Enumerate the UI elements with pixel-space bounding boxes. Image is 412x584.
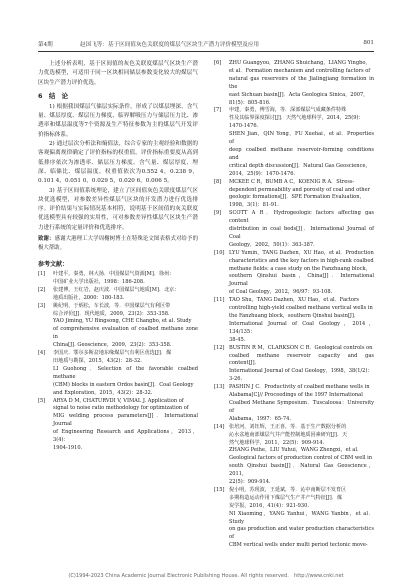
acknowledgement: 致谢：感谢大港理工大学周榭树博士在特殊论文图表格式对给予的极大帮助。 <box>38 236 198 252</box>
reference-list-left <box>38 271 198 453</box>
references-heading: 参考文献： <box>38 261 69 269</box>
reference-item: [1] 叶建平，秦勇，林大扬．中国煤层气资源[M]．徐州： 中国矿业大学出版社，1998：186-208. <box>38 271 175 285</box>
header-rule <box>38 51 374 52</box>
reference-item: LI Guohong．Selection of the favorable coalbed methane (CBM) blocks in eastern Ordos basin[J]．Coal Geology and Exploration，2015，43(2)：28-32. <box>53 365 198 396</box>
reference-item: [14] 张培河，刘钰辉，王正喜，等．基于生产数据分析的 沁水盆地南部煤层气井产能控制地质因素研究[J]．天 然气地球科学，2011，22(5)：909-914. <box>214 423 348 446</box>
reference-item: [9] SCOTT A R．Hydrogeologic factors affecting gas content distribution in coal beds[J]．International Journal of Coal Geology，2002，50(1)：363-387. <box>214 210 374 248</box>
reference-item: SHEN Jian，QIN Yong，FU Xuehai，et al．Properties of deep coalbed methane reservoir-forming conditions and critical depth discussion[J]．Natural Gas Geoscience， 2014，25(9)：1470-1476. <box>229 131 374 177</box>
reference-item: [3] 姚纪明，于炳松，车长波，等．中国煤层气有利区带 综合评价[J]．现代地质，2009，23(2)：353-358. <box>38 302 171 317</box>
section-heading: 6 结 论 <box>38 91 69 100</box>
reference-item: YAO Jiming, YU Bingsong, CHE Changbo, et al. Study of comprehensive evaluation of coalbed methane zone in China[J]. Geoscience，2009，23(2)：353-358. <box>53 318 198 349</box>
reference-item: [7] 申建，秦勇，傅雪海，等．深部煤层气成藏条件特殊 性及其临界深度探讨[J]．天然气地球科学，2014，25(9)： 1470-1476. <box>214 107 364 130</box>
running-title: 赵国飞等：基于区间值灰色关联度的煤层气区块生产潜力评价模型及应用 <box>80 42 260 48</box>
reference-list-right <box>214 60 374 550</box>
reference-item: [4] 李国庆．鄂尔多斯盆地东缘煤层气有利区优选[J]．煤 田地质与勘探，2015，43(2)：28-32. <box>38 350 172 365</box>
reference-item: [5] ARYA D M, CHATURVDI V, VIMAL J. Application of signal to noise ratio methodology for optimization of MIG welding process parameters[J]．International Journal of Engineering Research and Applications，2013，3(4)： 1904-1910. <box>38 397 198 451</box>
left-column <box>38 60 198 453</box>
acknowledgement-label: 致谢： <box>38 236 55 243</box>
reference-item: [10] LYU Yumin，TANG Dazhen，XU Hao，et al．Production characteristics and the key factors in high-rank coalbed methane fields: a case study on the Fanzhuang block， southern Qinshui basin，China[J]．International Journal of Coal Geology，2012，96/97：93-108. <box>214 249 374 296</box>
reference-item: ZHANG Peihe，LIU Yuhui，WANG Zhengxi，et al． Geological factors of production control of CBM well in south Qinshui basin[J]．Natural Gas Geoscience，2011， 22(5)：909-914. <box>229 447 374 486</box>
conclusion-2: 2) 通过层次分析法和熵值法，综合专家的主观经验和数据的客观偏离规律确定了评价指标的权重值。评价指标重要度从高到低排序依次为渗透率、储层压力梯度、含气量、煤层厚度、埋深、临储比、煤层温度，权重值依次为0.552 4，0.238 9，0.101 4，0.051 0，0.029 5，0.020 6，0.006 5。 <box>38 141 198 185</box>
reference-item: [13] PASHIN J C．Productivity of coalbed methane wells in Alabama[C]// Proceedings of the 1997 International Coalbed Methane Symposium．Tuscaloosa：University of Alabama，1997：65-74. <box>214 384 374 422</box>
intro-paragraph: 上述分析表明，基于区间值的灰色关联度煤层气区块生产潜力优选模型，可适用于同一区块相同储层参数变化较大的煤层气区块生产潜力评价优选。 <box>38 61 198 86</box>
reference-item: [6] ZHU Guangyou，ZHANG Shuichang，LIANG Yingbo， et al．Formation mechanism and controlling factors of natural gas reservoirs of the Jialingjiang formation in the east Sichuan basin[J]．Acta Geologica Sinica，2007， 81(5)：805-816. <box>214 60 374 106</box>
reference-item: [11] TAO Shu，TANG Dazhen，XU Hao，et al．Factors controlling high-yield coalbed methane vertical wells in the Fanzhuang block，southern Qinshui basin[J]． International Journal of Coal Geology，2014，134/135： 38-45. <box>214 297 374 343</box>
page-number: 801 <box>363 40 374 46</box>
right-column <box>214 60 374 550</box>
reference-item: [15] 倪小明，苏现波，王延斌，等．沁中南断层不发育区 多期构造运动作用下煤层气生产井产气特征[J]．煤 炭学报，2016，41(4)：921-930. <box>214 486 347 509</box>
issue-label: 第4期 <box>38 42 53 48</box>
conclusion-1: 1) 根据我国煤层气储层实际条件，形成了以煤层埋深、含气量、煤层厚度、煤层压力梯度、临界解吸压力与储层压力比、渗透率和煤层温度等7个资源及生产特征参数为主的煤层气开发评价指标体系。 <box>38 103 198 138</box>
reference-item: [2] 张建博，王红岩，赵庆波．中国煤层气地质[M]．北京： 地质出版社，2000：180-183. <box>38 286 180 301</box>
conclusion-3: 3) 基于区间值系统理论，建立了区间值灰色关联度煤层气区块优选模型，对参数差异性煤层气区块的开发潜力进行优选排序。评价结果与实际情况基本相符，说明基于区间值的灰关联度优选模型具有较强的实用性，可对参数差异性煤层气区块生产潜力进行系统的定量评价和优选排序。 <box>38 187 198 231</box>
reference-item: NI Xiaoming，YANG Yanhui，WANG Yanbin，et al．Study on gas production and water production characteristics of CBM vertical wells under multi period tectonic move- <box>229 510 374 549</box>
copyright-footer: (C)1994-2023 China Academic Journal Electronic Publishing House. All rights reserved. http://www.cnki.net <box>68 573 344 579</box>
reference-item: [12] BUSTIN R M，CLARKSON C R．Geological controls on coalbed methane reservoir capacity and gas content[J]． International Journal of Coal Geology，1998，38(1/2)： 3-26. <box>214 344 374 383</box>
reference-item: [8] MCKEE C R，BUMB A C，KOENIG R A．Stress- dependent permeability and porosity of coal and other geologic formations[J]．SPE Formation Evaluation， 1998，3(1)：81-91. <box>214 178 370 209</box>
